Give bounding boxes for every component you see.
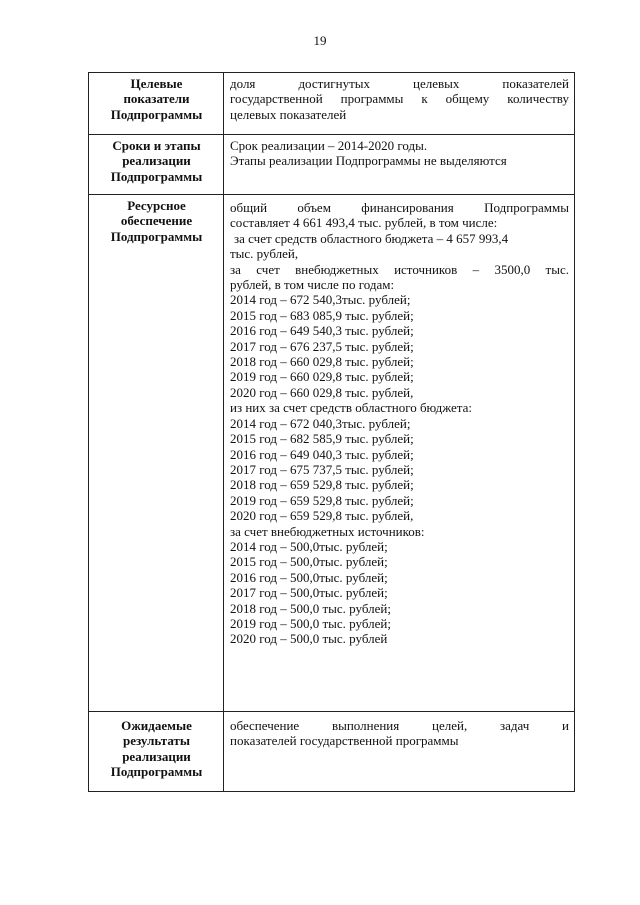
value-line: 2015 год – 682 585,9 тыс. рублей; (230, 431, 414, 447)
label-line: обеспечение (120, 213, 193, 229)
subprogram-passport-table (88, 72, 575, 792)
label-line: реализации (122, 153, 191, 169)
label-line: Подпрограммы (110, 228, 203, 244)
value-line: 2018 год – 660 029,8 тыс. рублей; (230, 354, 414, 370)
value-line: обеспечение выполнения целей, задач и (230, 718, 569, 733)
value-line: за счет средств областного бюджета – 4 657 993,4 (234, 230, 509, 246)
value-line: 2018 год – 500,0 тыс. рублей; (230, 600, 391, 616)
value-line: 2017 год – 500,0тыс. рублей; (230, 585, 388, 601)
value-line: тыс. рублей, (230, 246, 299, 262)
value-line: за счет внебюджетных источников: (230, 523, 425, 539)
value-line: 2017 год – 676 237,5 тыс. рублей; (230, 338, 414, 354)
label-cell-terms-and-stages (89, 135, 224, 195)
value-line: 2015 год – 683 085,9 тыс. рублей; (230, 307, 414, 323)
value-line: показателей государственной программы (230, 733, 459, 749)
value-line: общий объем финансирования Подпрограммы (230, 200, 569, 215)
value-line: 2014 год – 672 540,3тыс. рублей; (230, 292, 411, 308)
label-line: реализации (122, 748, 191, 764)
value-line: 2015 год – 500,0тыс. рублей; (230, 554, 388, 570)
label-line: Целевые (130, 76, 183, 91)
value-line: 2017 год – 675 737,5 тыс. рублей; (230, 461, 414, 477)
value-line: 2019 год – 500,0 тыс. рублей; (230, 615, 391, 631)
value-line: Этапы реализации Подпрограммы не выделяются (230, 153, 507, 169)
value-line: за счет внебюджетных источников – 3500,0 тыс. (230, 261, 569, 277)
value-line: 2020 год – 659 529,8 тыс. рублей, (230, 508, 414, 524)
value-line: 2016 год – 500,0тыс. рублей; (230, 569, 388, 585)
label-cell-target-indicators (89, 73, 224, 135)
page-number: 19 (313, 33, 327, 48)
value-line: рублей, в том числе по годам: (230, 277, 395, 293)
label-line: Подпрограммы (110, 106, 203, 122)
label-line: Сроки и этапы (112, 138, 201, 153)
value-cell-expected-results (224, 712, 575, 792)
label-line: показатели (123, 91, 190, 107)
value-line: составляет 4 661 493,4 тыс. рублей, в том числе: (230, 215, 498, 231)
value-line: 2016 год – 649 040,3 тыс. рублей; (230, 446, 414, 462)
table-row-resource-provision (89, 195, 575, 712)
value-line: 2016 год – 649 540,3 тыс. рублей; (230, 323, 414, 339)
value-cell-target-indicators (224, 73, 575, 135)
value-line: целевых показателей (230, 106, 347, 122)
value-line: 2018 год – 659 529,8 тыс. рублей; (230, 477, 414, 493)
value-line: 2014 год – 500,0тыс. рублей; (230, 538, 388, 554)
value-line: из них за счет средств областного бюджета: (230, 400, 473, 416)
value-line: государственной программы к общему количеству (230, 91, 569, 107)
label-line: Подпрограммы (110, 764, 203, 780)
value-line: доля достигнутых целевых показателей (230, 76, 569, 91)
value-line: 2020 год – 500,0 тыс. рублей (230, 631, 388, 647)
value-line: Срок реализации – 2014-2020 годы. (230, 138, 428, 153)
label-line: Ресурсное (127, 198, 186, 213)
label-line: Подпрограммы (110, 168, 203, 184)
value-line: 2020 год – 660 029,8 тыс. рублей, (230, 384, 414, 400)
value-cell-terms-and-stages (224, 135, 575, 195)
value-cell-resource-provision (224, 195, 575, 712)
value-line: 2019 год – 660 029,8 тыс. рублей; (230, 369, 414, 385)
label-line: результаты (122, 733, 191, 749)
table-row-target-indicators (89, 73, 575, 135)
table-row-terms-and-stages (89, 135, 575, 195)
value-line: 2019 год – 659 529,8 тыс. рублей; (230, 492, 414, 508)
label-cell-resource-provision (89, 195, 224, 712)
label-cell-expected-results (89, 712, 224, 792)
table-row-expected-results (89, 712, 575, 792)
value-line: 2014 год – 672 040,3тыс. рублей; (230, 415, 411, 431)
label-line: Ожидаемые (121, 718, 192, 733)
